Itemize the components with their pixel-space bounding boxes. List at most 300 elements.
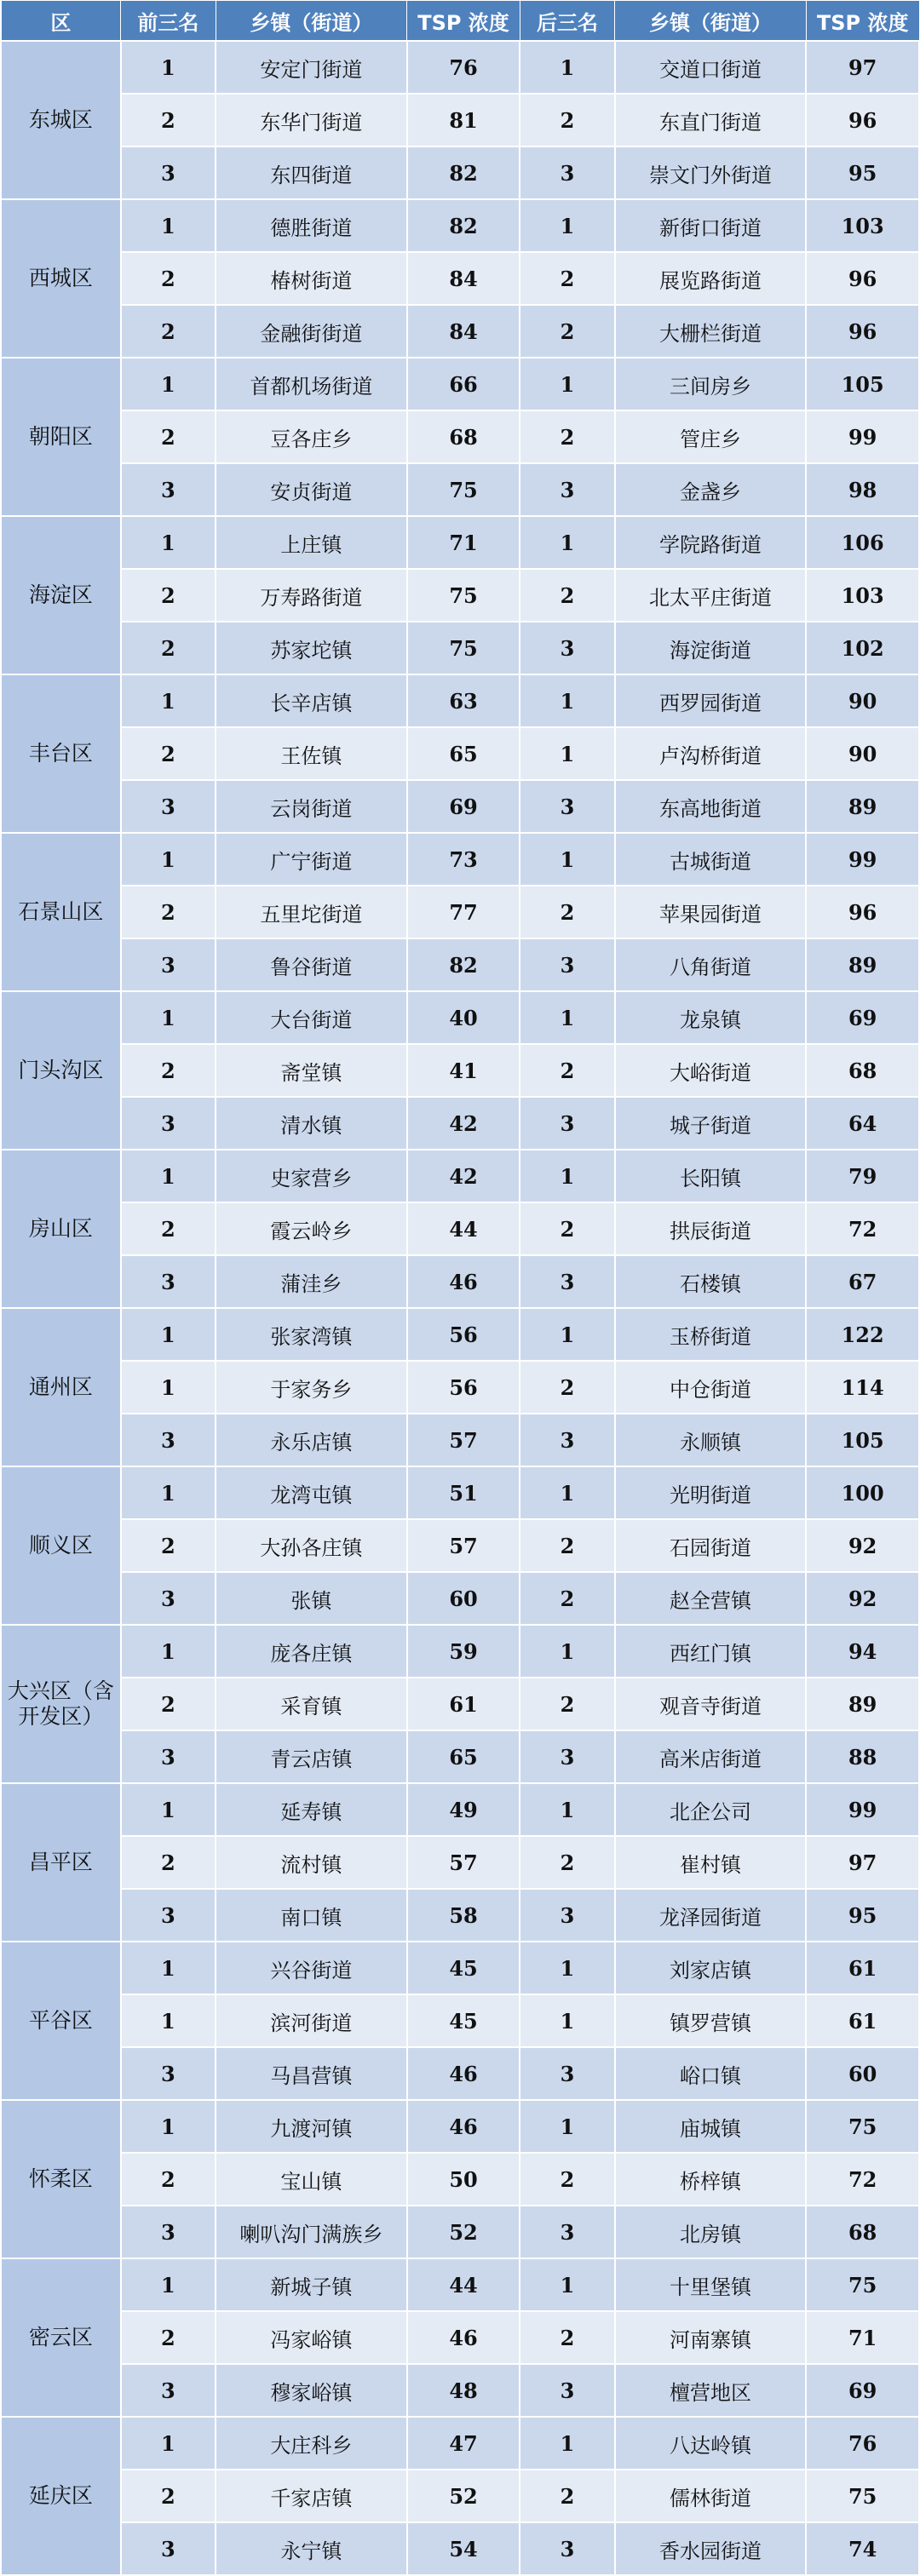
table-row [1, 1097, 919, 1150]
top-town-cell: 首都机场街道 [216, 358, 407, 410]
table-row [1, 833, 919, 886]
bottom-town-cell: 刘家店镇 [615, 1942, 807, 1994]
top-tsp-cell: 44 [407, 2258, 520, 2311]
bottom-town-cell: 香水园街道 [615, 2522, 807, 2575]
bottom-town-cell: 桥梓镇 [615, 2153, 807, 2206]
top-town-cell: 大庄科乡 [216, 2417, 407, 2470]
top-town-cell: 上庄镇 [216, 516, 407, 569]
bottom-rank-cell: 3 [520, 146, 614, 199]
top-tsp-cell: 76 [407, 41, 520, 94]
top-rank-cell: 3 [121, 780, 216, 833]
bottom-town-cell: 镇罗营镇 [615, 1994, 807, 2047]
bottom-tsp-cell: 75 [806, 2258, 919, 2311]
top-tsp-cell: 82 [407, 199, 520, 252]
bottom-rank-cell: 2 [520, 2153, 614, 2206]
top-rank-cell: 2 [121, 1044, 216, 1097]
table-row [1, 1044, 919, 1097]
top-town-cell: 马昌营镇 [216, 2047, 407, 2100]
bottom-rank-cell: 1 [520, 991, 614, 1044]
bottom-tsp-cell: 105 [806, 358, 919, 410]
top-town-cell: 永宁镇 [216, 2522, 407, 2575]
top-tsp-cell: 40 [407, 991, 520, 1044]
header-district: 区 [1, 1, 121, 42]
bottom-town-cell: 管庄乡 [615, 410, 807, 463]
top-rank-cell: 2 [121, 2470, 216, 2522]
table-row [1, 1519, 919, 1572]
bottom-rank-cell: 3 [520, 1097, 614, 1150]
bottom-town-cell: 崔村镇 [615, 1836, 807, 1889]
table-row [1, 1255, 919, 1308]
bottom-tsp-cell: 103 [806, 199, 919, 252]
top-rank-cell: 3 [121, 1097, 216, 1150]
top-rank-cell: 1 [121, 1994, 216, 2047]
table-row [1, 2100, 919, 2153]
district-name: 平谷区 [1, 1942, 121, 2100]
table-row [1, 991, 919, 1044]
bottom-rank-cell: 3 [520, 2206, 614, 2258]
top-town-cell: 霞云岭乡 [216, 1202, 407, 1255]
bottom-town-cell: 金盏乡 [615, 463, 807, 516]
table-row [1, 1942, 919, 1994]
header-top-tsp: TSP 浓度 [407, 1, 520, 42]
bottom-rank-cell: 1 [520, 1625, 614, 1678]
top-town-cell: 喇叭沟门满族乡 [216, 2206, 407, 2258]
bottom-town-cell: 卢沟桥街道 [615, 727, 807, 780]
top-tsp-cell: 63 [407, 674, 520, 727]
top-rank-cell: 2 [121, 727, 216, 780]
top-rank-cell: 1 [121, 833, 216, 886]
top-tsp-cell: 50 [407, 2153, 520, 2206]
bottom-rank-cell: 3 [520, 2364, 614, 2417]
bottom-town-cell: 龙泉镇 [615, 991, 807, 1044]
top-rank-cell: 3 [121, 1572, 216, 1625]
top-tsp-cell: 58 [407, 1889, 520, 1942]
top-tsp-cell: 56 [407, 1308, 520, 1361]
table-row [1, 1414, 919, 1466]
table-row [1, 1308, 919, 1361]
bottom-tsp-cell: 69 [806, 2364, 919, 2417]
bottom-town-cell: 石园街道 [615, 1519, 807, 1572]
bottom-tsp-cell: 79 [806, 1150, 919, 1202]
bottom-town-cell: 交道口街道 [615, 41, 807, 94]
top-rank-cell: 2 [121, 622, 216, 674]
table-row [1, 622, 919, 674]
bottom-town-cell: 西罗园街道 [615, 674, 807, 727]
top-tsp-cell: 57 [407, 1836, 520, 1889]
top-town-cell: 广宁街道 [216, 833, 407, 886]
top-town-cell: 豆各庄乡 [216, 410, 407, 463]
bottom-rank-cell: 2 [520, 2470, 614, 2522]
bottom-rank-cell: 1 [520, 833, 614, 886]
bottom-tsp-cell: 88 [806, 1730, 919, 1783]
district-name: 西城区 [1, 199, 121, 358]
top-rank-cell: 3 [121, 1414, 216, 1466]
top-town-cell: 东华门街道 [216, 94, 407, 146]
bottom-town-cell: 石楼镇 [615, 1255, 807, 1308]
top-rank-cell: 1 [121, 41, 216, 94]
top-rank-cell: 1 [121, 2417, 216, 2470]
top-town-cell: 千家店镇 [216, 2470, 407, 2522]
table-row [1, 2522, 919, 2575]
top-tsp-cell: 46 [407, 2047, 520, 2100]
table-row [1, 2470, 919, 2522]
bottom-rank-cell: 2 [520, 1519, 614, 1572]
bottom-rank-cell: 1 [520, 727, 614, 780]
header-top-town: 乡镇（街道） [216, 1, 407, 42]
bottom-tsp-cell: 89 [806, 780, 919, 833]
top-tsp-cell: 45 [407, 1942, 520, 1994]
top-town-cell: 大台街道 [216, 991, 407, 1044]
top-rank-cell: 2 [121, 94, 216, 146]
top-town-cell: 青云店镇 [216, 1730, 407, 1783]
top-tsp-cell: 73 [407, 833, 520, 886]
bottom-town-cell: 十里堡镇 [615, 2258, 807, 2311]
top-rank-cell: 3 [121, 1889, 216, 1942]
top-tsp-cell: 52 [407, 2206, 520, 2258]
bottom-tsp-cell: 96 [806, 305, 919, 358]
top-tsp-cell: 47 [407, 2417, 520, 2470]
bottom-rank-cell: 2 [520, 1572, 614, 1625]
top-rank-cell: 1 [121, 1942, 216, 1994]
district-name: 大兴区（含开发区） [1, 1625, 121, 1783]
top-tsp-cell: 49 [407, 1783, 520, 1836]
top-tsp-cell: 68 [407, 410, 520, 463]
bottom-tsp-cell: 89 [806, 1678, 919, 1730]
top-rank-cell: 2 [121, 1678, 216, 1730]
top-rank-cell: 2 [121, 2153, 216, 2206]
district-name: 门头沟区 [1, 991, 121, 1150]
bottom-tsp-cell: 100 [806, 1466, 919, 1519]
table-row [1, 674, 919, 727]
table-row [1, 199, 919, 252]
top-town-cell: 张镇 [216, 1572, 407, 1625]
table-row [1, 1730, 919, 1783]
bottom-rank-cell: 3 [520, 1255, 614, 1308]
bottom-tsp-cell: 97 [806, 1836, 919, 1889]
table-row [1, 1150, 919, 1202]
table-row [1, 1783, 919, 1836]
top-rank-cell: 1 [121, 1625, 216, 1678]
top-tsp-cell: 46 [407, 2311, 520, 2364]
district-name: 顺义区 [1, 1466, 121, 1625]
bottom-tsp-cell: 95 [806, 146, 919, 199]
bottom-town-cell: 大峪街道 [615, 1044, 807, 1097]
bottom-rank-cell: 3 [520, 2522, 614, 2575]
top-rank-cell: 3 [121, 463, 216, 516]
table-row [1, 780, 919, 833]
table-row [1, 41, 919, 94]
bottom-rank-cell: 3 [520, 938, 614, 991]
table-row [1, 886, 919, 938]
bottom-town-cell: 龙泽园街道 [615, 1889, 807, 1942]
bottom-town-cell: 城子街道 [615, 1097, 807, 1150]
top-town-cell: 南口镇 [216, 1889, 407, 1942]
top-town-cell: 斋堂镇 [216, 1044, 407, 1097]
bottom-town-cell: 八达岭镇 [615, 2417, 807, 2470]
bottom-tsp-cell: 74 [806, 2522, 919, 2575]
table-row [1, 1572, 919, 1625]
bottom-town-cell: 儒林街道 [615, 2470, 807, 2522]
top-town-cell: 兴谷街道 [216, 1942, 407, 1994]
district-name: 石景山区 [1, 833, 121, 991]
bottom-tsp-cell: 89 [806, 938, 919, 991]
district-name: 昌平区 [1, 1783, 121, 1942]
table-row [1, 569, 919, 622]
bottom-tsp-cell: 76 [806, 2417, 919, 2470]
table-row [1, 2153, 919, 2206]
bottom-town-cell: 学院路街道 [615, 516, 807, 569]
bottom-tsp-cell: 92 [806, 1519, 919, 1572]
top-rank-cell: 1 [121, 1150, 216, 1202]
top-town-cell: 德胜街道 [216, 199, 407, 252]
top-tsp-cell: 60 [407, 1572, 520, 1625]
top-town-cell: 云岗街道 [216, 780, 407, 833]
top-rank-cell: 1 [121, 516, 216, 569]
header-bottom-rank: 后三名 [520, 1, 614, 42]
top-tsp-cell: 71 [407, 516, 520, 569]
top-town-cell: 大孙各庄镇 [216, 1519, 407, 1572]
table-row [1, 1836, 919, 1889]
top-tsp-cell: 52 [407, 2470, 520, 2522]
top-town-cell: 长辛店镇 [216, 674, 407, 727]
table-row [1, 463, 919, 516]
bottom-tsp-cell: 114 [806, 1361, 919, 1414]
top-tsp-cell: 59 [407, 1625, 520, 1678]
top-town-cell: 王佐镇 [216, 727, 407, 780]
top-rank-cell: 3 [121, 2047, 216, 2100]
table-row [1, 1678, 919, 1730]
top-rank-cell: 2 [121, 886, 216, 938]
bottom-tsp-cell: 103 [806, 569, 919, 622]
bottom-town-cell: 北太平庄街道 [615, 569, 807, 622]
bottom-tsp-cell: 90 [806, 674, 919, 727]
table-row [1, 2364, 919, 2417]
table-row [1, 516, 919, 569]
table-row [1, 305, 919, 358]
top-rank-cell: 1 [121, 1466, 216, 1519]
bottom-tsp-cell: 60 [806, 2047, 919, 2100]
bottom-rank-cell: 2 [520, 886, 614, 938]
bottom-town-cell: 三间房乡 [615, 358, 807, 410]
top-tsp-cell: 51 [407, 1466, 520, 1519]
bottom-tsp-cell: 99 [806, 833, 919, 886]
table-row [1, 1466, 919, 1519]
table-row [1, 1361, 919, 1414]
top-rank-cell: 1 [121, 2100, 216, 2153]
top-tsp-cell: 75 [407, 463, 520, 516]
header-top-rank: 前三名 [121, 1, 216, 42]
top-tsp-cell: 56 [407, 1361, 520, 1414]
bottom-rank-cell: 1 [520, 1942, 614, 1994]
bottom-town-cell: 观音寺街道 [615, 1678, 807, 1730]
bottom-rank-cell: 2 [520, 569, 614, 622]
district-name: 通州区 [1, 1308, 121, 1466]
top-tsp-cell: 48 [407, 2364, 520, 2417]
top-tsp-cell: 57 [407, 1519, 520, 1572]
top-tsp-cell: 41 [407, 1044, 520, 1097]
bottom-rank-cell: 2 [520, 94, 614, 146]
district-name: 东城区 [1, 41, 121, 199]
bottom-tsp-cell: 99 [806, 1783, 919, 1836]
bottom-rank-cell: 1 [520, 1308, 614, 1361]
top-town-cell: 蒲洼乡 [216, 1255, 407, 1308]
bottom-town-cell: 八角街道 [615, 938, 807, 991]
table-row [1, 1889, 919, 1942]
bottom-town-cell: 拱辰街道 [615, 1202, 807, 1255]
bottom-rank-cell: 1 [520, 2100, 614, 2153]
district-name: 房山区 [1, 1150, 121, 1308]
top-tsp-cell: 69 [407, 780, 520, 833]
bottom-town-cell: 新街口街道 [615, 199, 807, 252]
bottom-town-cell: 檀营地区 [615, 2364, 807, 2417]
bottom-town-cell: 北企公司 [615, 1783, 807, 1836]
top-rank-cell: 2 [121, 305, 216, 358]
bottom-rank-cell: 3 [520, 1889, 614, 1942]
top-town-cell: 宝山镇 [216, 2153, 407, 2206]
table-row [1, 252, 919, 305]
bottom-town-cell: 海淀街道 [615, 622, 807, 674]
top-tsp-cell: 61 [407, 1678, 520, 1730]
table-row [1, 410, 919, 463]
district-name: 丰台区 [1, 674, 121, 833]
bottom-town-cell: 展览路街道 [615, 252, 807, 305]
top-rank-cell: 3 [121, 2206, 216, 2258]
top-tsp-cell: 57 [407, 1414, 520, 1466]
bottom-rank-cell: 2 [520, 1202, 614, 1255]
top-town-cell: 椿树街道 [216, 252, 407, 305]
bottom-tsp-cell: 95 [806, 1889, 919, 1942]
top-town-cell: 庞各庄镇 [216, 1625, 407, 1678]
bottom-rank-cell: 3 [520, 463, 614, 516]
table-row [1, 2258, 919, 2311]
top-town-cell: 安定门街道 [216, 41, 407, 94]
top-tsp-cell: 82 [407, 146, 520, 199]
top-tsp-cell: 44 [407, 1202, 520, 1255]
top-tsp-cell: 77 [407, 886, 520, 938]
table-row [1, 146, 919, 199]
bottom-town-cell: 中仓街道 [615, 1361, 807, 1414]
top-town-cell: 金融街街道 [216, 305, 407, 358]
bottom-tsp-cell: 67 [806, 1255, 919, 1308]
bottom-rank-cell: 3 [520, 780, 614, 833]
bottom-tsp-cell: 97 [806, 41, 919, 94]
bottom-town-cell: 玉桥街道 [615, 1308, 807, 1361]
top-tsp-cell: 65 [407, 727, 520, 780]
top-town-cell: 滨河街道 [216, 1994, 407, 2047]
table-row [1, 1994, 919, 2047]
bottom-rank-cell: 2 [520, 1836, 614, 1889]
top-rank-cell: 3 [121, 146, 216, 199]
bottom-town-cell: 庙城镇 [615, 2100, 807, 2153]
top-town-cell: 于家务乡 [216, 1361, 407, 1414]
table-row [1, 727, 919, 780]
bottom-tsp-cell: 75 [806, 2470, 919, 2522]
top-rank-cell: 1 [121, 2258, 216, 2311]
bottom-rank-cell: 3 [520, 622, 614, 674]
top-rank-cell: 2 [121, 1519, 216, 1572]
top-rank-cell: 1 [121, 1308, 216, 1361]
bottom-tsp-cell: 64 [806, 1097, 919, 1150]
bottom-town-cell: 永顺镇 [615, 1414, 807, 1466]
top-rank-cell: 2 [121, 252, 216, 305]
bottom-tsp-cell: 72 [806, 2153, 919, 2206]
bottom-tsp-cell: 61 [806, 1942, 919, 1994]
bottom-town-cell: 苹果园街道 [615, 886, 807, 938]
bottom-town-cell: 峪口镇 [615, 2047, 807, 2100]
top-town-cell: 冯家峪镇 [216, 2311, 407, 2364]
bottom-rank-cell: 1 [520, 199, 614, 252]
table-row [1, 2311, 919, 2364]
top-town-cell: 九渡河镇 [216, 2100, 407, 2153]
top-rank-cell: 1 [121, 674, 216, 727]
bottom-rank-cell: 1 [520, 1466, 614, 1519]
bottom-rank-cell: 3 [520, 1730, 614, 1783]
bottom-rank-cell: 1 [520, 674, 614, 727]
top-tsp-cell: 82 [407, 938, 520, 991]
bottom-tsp-cell: 94 [806, 1625, 919, 1678]
table-row [1, 2417, 919, 2470]
district-name: 海淀区 [1, 516, 121, 674]
bottom-rank-cell: 3 [520, 1414, 614, 1466]
bottom-rank-cell: 2 [520, 305, 614, 358]
top-rank-cell: 1 [121, 358, 216, 410]
top-rank-cell: 1 [121, 1783, 216, 1836]
top-rank-cell: 3 [121, 1255, 216, 1308]
table-row [1, 94, 919, 146]
district-name: 朝阳区 [1, 358, 121, 516]
bottom-rank-cell: 2 [520, 2311, 614, 2364]
bottom-tsp-cell: 96 [806, 886, 919, 938]
bottom-rank-cell: 2 [520, 1361, 614, 1414]
bottom-town-cell: 大栅栏街道 [615, 305, 807, 358]
bottom-tsp-cell: 106 [806, 516, 919, 569]
top-rank-cell: 1 [121, 991, 216, 1044]
top-town-cell: 新城子镇 [216, 2258, 407, 2311]
top-rank-cell: 2 [121, 1202, 216, 1255]
bottom-rank-cell: 1 [520, 358, 614, 410]
top-town-cell: 鲁谷街道 [216, 938, 407, 991]
top-tsp-cell: 42 [407, 1097, 520, 1150]
table-row [1, 2206, 919, 2258]
top-tsp-cell: 84 [407, 305, 520, 358]
bottom-tsp-cell: 69 [806, 991, 919, 1044]
bottom-tsp-cell: 99 [806, 410, 919, 463]
top-tsp-cell: 81 [407, 94, 520, 146]
top-rank-cell: 3 [121, 938, 216, 991]
top-town-cell: 五里坨街道 [216, 886, 407, 938]
bottom-tsp-cell: 68 [806, 2206, 919, 2258]
top-tsp-cell: 46 [407, 2100, 520, 2153]
top-town-cell: 安贞街道 [216, 463, 407, 516]
top-rank-cell: 3 [121, 2522, 216, 2575]
bottom-rank-cell: 2 [520, 252, 614, 305]
bottom-tsp-cell: 96 [806, 94, 919, 146]
top-tsp-cell: 84 [407, 252, 520, 305]
top-rank-cell: 2 [121, 569, 216, 622]
header-row [1, 1, 919, 42]
top-town-cell: 东四街道 [216, 146, 407, 199]
top-tsp-cell: 46 [407, 1255, 520, 1308]
district-name: 延庆区 [1, 2417, 121, 2575]
bottom-rank-cell: 1 [520, 2258, 614, 2311]
top-town-cell: 穆家峪镇 [216, 2364, 407, 2417]
bottom-tsp-cell: 96 [806, 252, 919, 305]
top-town-cell: 龙湾屯镇 [216, 1466, 407, 1519]
top-tsp-cell: 75 [407, 622, 520, 674]
top-town-cell: 史家营乡 [216, 1150, 407, 1202]
bottom-tsp-cell: 102 [806, 622, 919, 674]
bottom-town-cell: 东直门街道 [615, 94, 807, 146]
